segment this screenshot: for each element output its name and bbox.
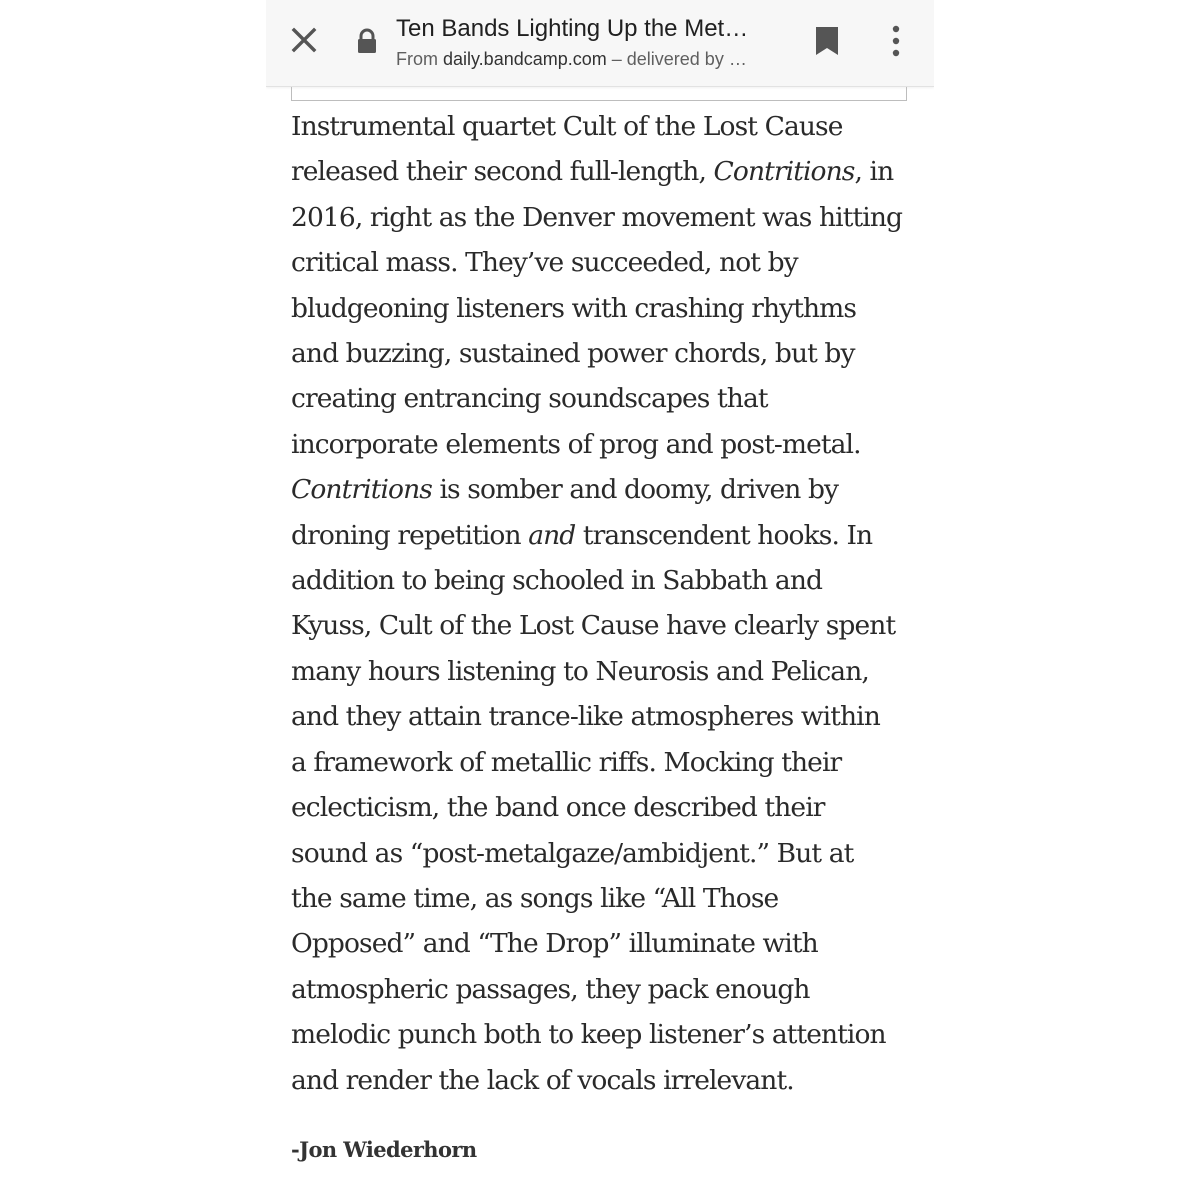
article-line (291, 558, 916, 603)
text-run: 2016, right as the Denver movement was hitting (291, 201, 903, 233)
text-run: Kyuss, Cult of the Lost Cause have clearly spent (291, 610, 896, 642)
text-run: Instrumental quartet Cult of the Lost Cause (291, 111, 843, 142)
more-vertical-icon (884, 22, 908, 60)
article-paragraph (291, 104, 916, 1103)
text-run: droning repetition (291, 519, 529, 551)
text-run: transcendent hooks. In (575, 519, 873, 551)
italic-run: Contritions (713, 156, 855, 188)
article-line (291, 785, 916, 830)
article-line (291, 1012, 916, 1057)
origin-prefix: From (396, 49, 443, 69)
article-line (291, 149, 916, 194)
embedded-frame-edge (291, 87, 907, 101)
text-run: creating entrancing soundscapes that (291, 383, 768, 415)
text-run: sound as “post-metalgaze/ambidjent.” But at (291, 837, 854, 869)
article-line (291, 513, 916, 558)
text-run: bludgeoning listeners with crashing rhythms (291, 292, 857, 324)
article-line (291, 376, 916, 421)
article-line (291, 195, 916, 240)
text-run: , in (854, 156, 894, 188)
article-line (291, 104, 916, 149)
article-line (291, 422, 916, 467)
text-run: critical mass. They’ve succeeded, not by (291, 247, 798, 279)
text-run: is somber and doomy, driven by (431, 474, 839, 506)
italic-run: Contritions (291, 474, 432, 506)
article-byline: -Jon Wiederhorn (291, 1136, 477, 1162)
text-run: and render the lack of vocals irrelevant. (291, 1064, 794, 1096)
article-line (291, 694, 916, 739)
text-run: released their second full-length, (291, 156, 714, 188)
article-line (291, 967, 916, 1012)
text-run: many hours listening to Neurosis and Pelican, (291, 655, 869, 687)
text-run: Opposed” and “The Drop” illuminate with (291, 928, 818, 960)
origin-domain: daily.bandcamp.com (443, 49, 607, 69)
more-options-button[interactable] (884, 22, 908, 60)
article-line (291, 831, 916, 876)
article-line (291, 331, 916, 376)
text-run: addition to being schooled in Sabbath and (291, 565, 823, 597)
text-run: atmospheric passages, they pack enough (291, 973, 810, 1005)
article-content (291, 104, 916, 1165)
text-run: eclecticism, the band once described their (291, 792, 825, 824)
bookmark-button[interactable] (812, 24, 842, 58)
text-run: and buzzing, sustained power chords, but by (291, 338, 855, 370)
close-button[interactable] (286, 22, 322, 58)
page-origin (396, 47, 771, 71)
custom-tab-toolbar (266, 0, 934, 87)
text-run: a framework of metallic riffs. Mocking their (291, 746, 842, 778)
origin-suffix: – delivered by … (606, 49, 747, 69)
close-icon (286, 22, 322, 58)
lock-icon[interactable] (356, 28, 378, 54)
article-line (291, 649, 916, 694)
article-line (291, 876, 916, 921)
article-line (291, 921, 916, 966)
bookmark-icon (812, 24, 842, 58)
phone-screen (266, 0, 934, 1200)
text-run: and they attain trance-like atmospheres within (291, 701, 880, 733)
article-line (291, 1058, 916, 1103)
article-line (291, 467, 916, 512)
text-run: incorporate elements of prog and post-metal. (291, 428, 861, 460)
article-line (291, 603, 916, 648)
text-run: the same time, as songs like “All Those (291, 882, 779, 914)
article-line (291, 286, 916, 331)
page-title: Ten Bands Lighting Up the Met… (396, 15, 749, 42)
article-line (291, 740, 916, 785)
article-line (291, 240, 916, 285)
text-run: melodic punch both to keep listener’s attention (291, 1019, 886, 1051)
italic-run: and (528, 519, 576, 551)
